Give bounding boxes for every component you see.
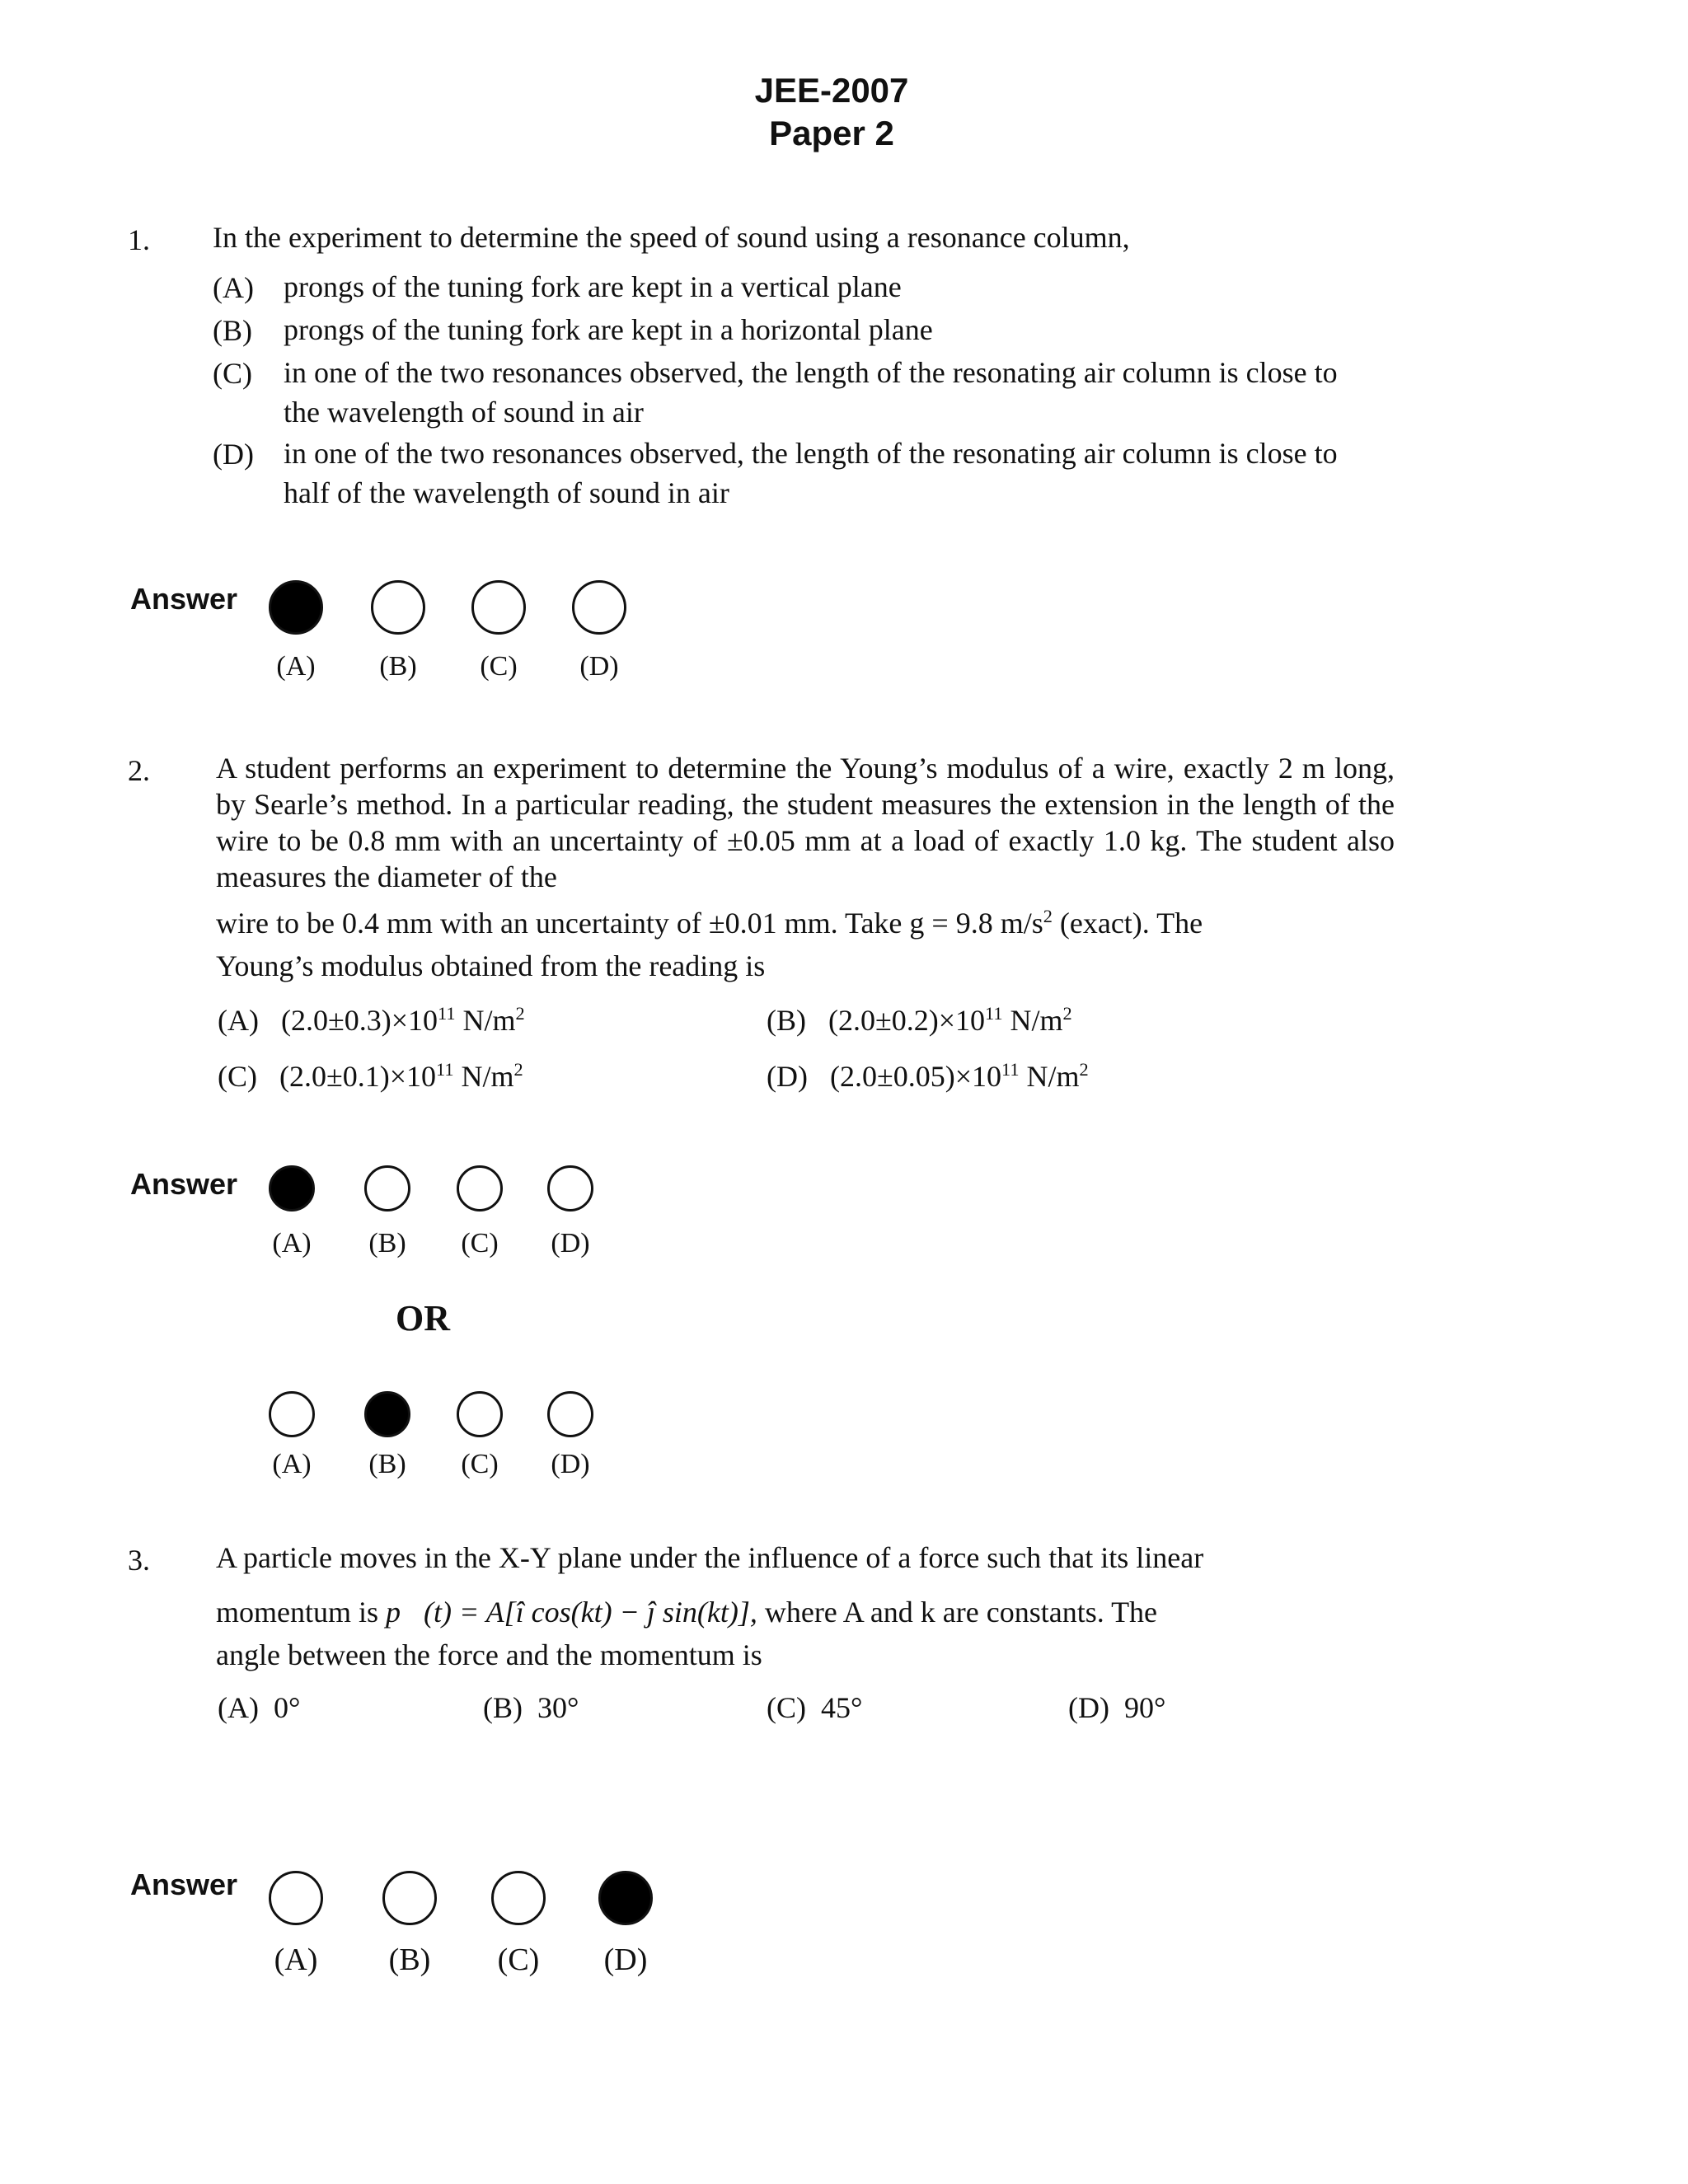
option-unit: N/m [453,1060,514,1093]
option-label: (C) [213,357,252,390]
paper-subtitle: Paper 2 [769,114,894,152]
option-unit: N/m [1019,1060,1080,1093]
answer-bubble-a-selected[interactable] [269,580,323,635]
option-label: (A) [213,271,254,304]
option-c [767,1688,862,1727]
exponent: 11 [438,1003,456,1024]
bubble-label: (A) [272,1449,312,1479]
answer-label: Answer [130,1868,238,1901]
question-number: 3. [128,1544,150,1577]
answer-bubble-d-selected[interactable] [598,1871,653,1925]
exponent: 2 [513,1059,523,1080]
option-label: (D) [1068,1691,1109,1724]
bubble-label: (B) [368,1449,406,1479]
option-a [218,1001,525,1040]
option-b [483,1688,579,1727]
answer-bubble-b[interactable] [371,580,425,635]
exponent: 2 [1079,1059,1089,1080]
question-stem: A particle moves in the X-Y plane under the influence of a force such that its linear [216,1541,1204,1574]
momentum-formula: p⃗(t) = A[î cos(kt) − ĵ sin(kt)], [386,1596,757,1629]
question-number: 2. [128,754,150,787]
option-label: (B) [767,1004,806,1037]
exponent: 11 [985,1003,1003,1024]
option-b [767,1001,1072,1040]
question-stem-end: angle between the force and the momentum is [216,1638,762,1671]
bubble-label: (A) [274,1943,318,1977]
answer-bubble-a[interactable] [269,1391,315,1437]
option-label: (B) [483,1691,523,1724]
question-number: 1. [128,223,150,256]
stem-text: momentum is [216,1596,386,1629]
answer-bubble-a-selected[interactable] [269,1165,315,1212]
option-d [767,1057,1089,1096]
exponent: 2 [1062,1003,1072,1024]
option-value: 45° [821,1691,863,1724]
question-stem-continued [216,905,1395,941]
bubble-label: (C) [461,1449,499,1479]
bubble-label: (D) [551,1228,590,1258]
question-stem: A student performs an experiment to determine the Young’s modulus of a wire, exactly 2 m long, by Searle’s method. In a particular reading, the student measures the extension in the length of the wire to be 0.8 mm with an uncertainty of ±0.05 mm at a load of exactly 1.0 kg. The student also measures the diameter of the [216,752,1395,893]
stem-text: (exact). The [1052,907,1203,940]
option-value: (2.0±0.2)×10 [828,1004,986,1037]
option-d [1068,1688,1165,1727]
option-text: in one of the two resonances observed, the length of the resonating air column is close to the wavelength of sound in air [284,356,1338,429]
option-c [218,1057,523,1096]
answer-bubble-c[interactable] [491,1871,546,1925]
question-stem-formula-line [216,1594,1403,1630]
option-a [218,1688,300,1727]
answer-bubble-c[interactable] [457,1165,503,1212]
bubble-label: (C) [461,1228,499,1258]
answer-bubble-c[interactable] [457,1391,503,1437]
answer-label: Answer [130,582,238,616]
option-unit: N/m [455,1004,516,1037]
answer-bubble-d[interactable] [547,1165,593,1212]
answer-bubble-b[interactable] [382,1871,437,1925]
bubble-label: (B) [388,1943,431,1977]
answer-bubble-d[interactable] [572,580,626,635]
or-separator: OR [396,1298,450,1338]
answer-label: Answer [130,1167,238,1201]
answer-bubble-b[interactable] [364,1165,410,1212]
option-label: (C) [767,1691,806,1724]
option-label: (D) [767,1060,808,1093]
exam-title: JEE-2007 [754,71,909,110]
exponent: 2 [1043,906,1053,926]
question-stem-end: Young’s modulus obtained from the reading is [216,949,766,982]
option-text: in one of the two resonances observed, the length of the resonating air column is close to half of the wavelength of sound in air [284,437,1338,509]
answer-bubble-d[interactable] [547,1391,593,1437]
option-unit: N/m [1002,1004,1063,1037]
bubble-label: (A) [272,1228,312,1258]
option-value: (2.0±0.05)×10 [829,1060,1002,1093]
answer-bubble-b-selected[interactable] [364,1391,410,1437]
option-label: (C) [218,1060,257,1093]
option-label: (A) [218,1691,259,1724]
question-stem: In the experiment to determine the speed of sound using a resonance column, [213,221,1130,254]
answer-bubble-c[interactable] [471,580,526,635]
option-label: (B) [213,314,252,347]
bubble-label: (A) [276,651,316,682]
answer-bubble-a[interactable] [269,1871,323,1925]
exponent: 11 [1001,1059,1020,1080]
bubble-label: (B) [368,1228,406,1258]
option-value: (2.0±0.3)×10 [280,1004,438,1037]
bubble-label: (C) [480,651,518,682]
bubble-label: (C) [497,1943,540,1977]
option-value: (2.0±0.1)×10 [279,1060,437,1093]
bubble-label: (D) [551,1449,590,1479]
option-text: prongs of the tuning fork are kept in a horizontal plane [284,313,933,346]
option-text: prongs of the tuning fork are kept in a vertical plane [284,270,902,303]
option-label: (D) [213,438,254,471]
option-value: 90° [1123,1691,1166,1724]
bubble-label: (D) [603,1943,648,1977]
bubble-label: (D) [579,651,619,682]
option-value: 0° [273,1691,301,1724]
option-value: 30° [537,1691,579,1724]
bubble-label: (B) [379,651,417,682]
stem-text: where A and k are constants. The [757,1596,1158,1629]
exponent: 2 [515,1003,525,1024]
stem-text: wire to be 0.4 mm with an uncertainty of ±0.01 mm. Take g = 9.8 m/s [216,907,1043,940]
option-label: (A) [218,1004,259,1037]
exponent: 11 [436,1059,454,1080]
